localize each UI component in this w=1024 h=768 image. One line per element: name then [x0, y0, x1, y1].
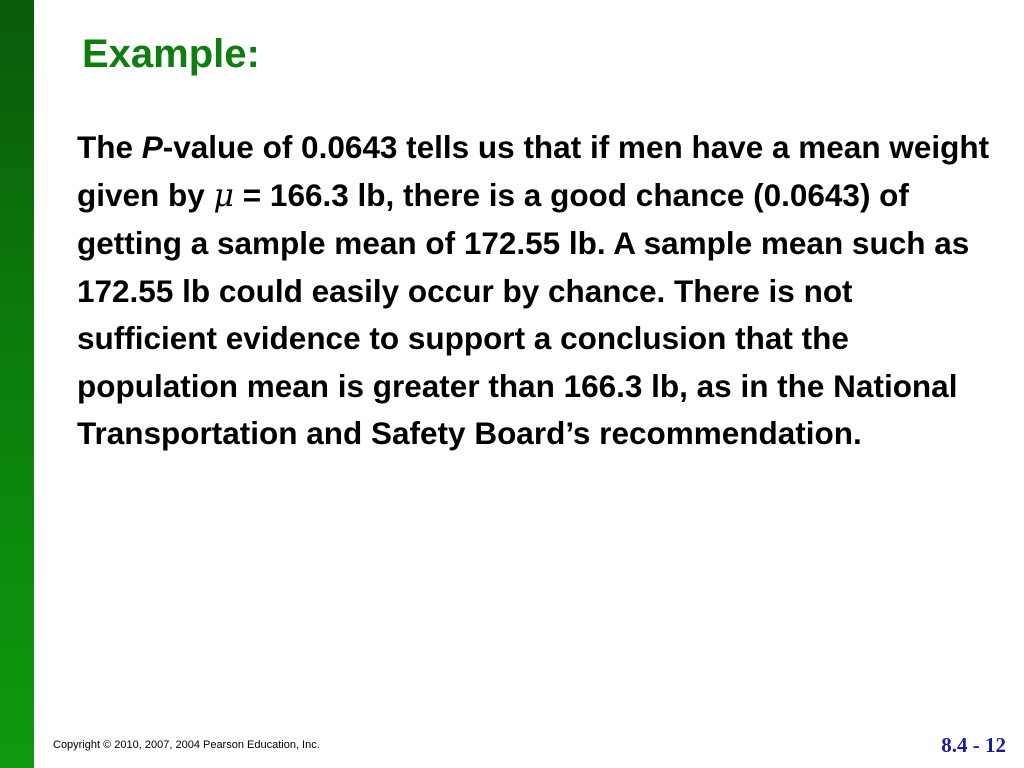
copyright-notice: Copyright © 2010, 2007, 2004 Pearson Education, Inc. — [53, 739, 320, 751]
slide-title: Example: — [82, 32, 260, 76]
body-text-part-1: The — [77, 129, 142, 165]
body-text-part-3: = 166.3 lb, there is a good chance (0.0643) of getting a sample mean of 172.55 lb. A sample mean such as 172.55 lb could easily occur by chance. There is not sufficient evidence to support a conclusion that the population mean is greater than 166.3 lb, as in the National Transportation and Safety Board’s recommendation. — [77, 176, 970, 451]
p-variable: P — [141, 129, 163, 165]
page-number: 8.4 - 12 — [941, 733, 1006, 757]
mu-symbol: μ — [213, 177, 235, 214]
slide-body-text — [77, 124, 997, 458]
decorative-side-bar — [0, 0, 34, 768]
body-text-part-2: -value of 0.0643 tells us that if men have a mean weight given by — [77, 129, 990, 213]
